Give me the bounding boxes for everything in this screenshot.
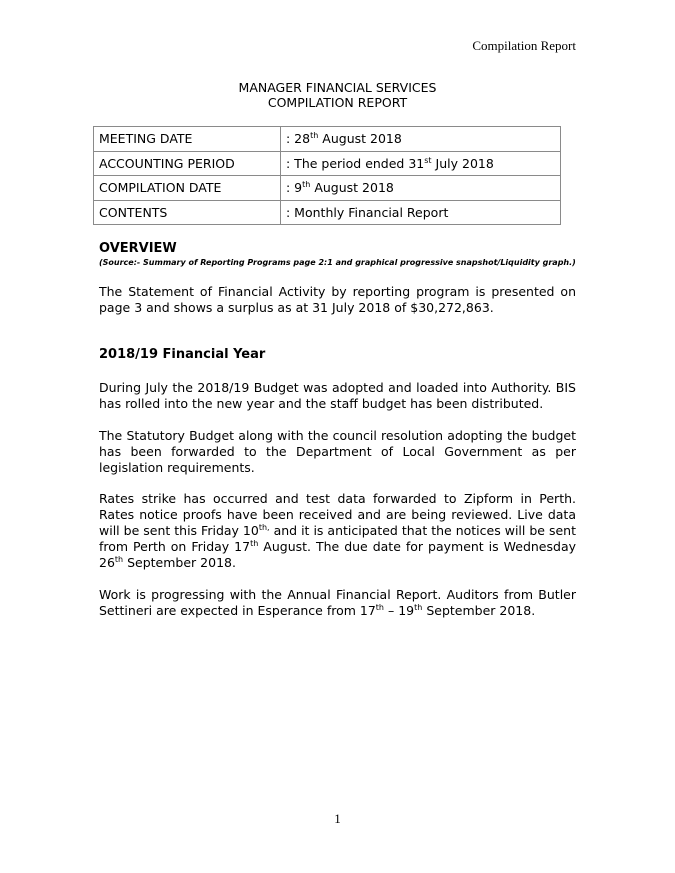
compilation-date-label: COMPILATION DATE [94, 176, 281, 201]
table-row [94, 127, 561, 152]
budget-paragraph: During July the 2018/19 Budget was adopted and loaded into Authority. BIS has rolled into the new year and the staff budget has been distributed. [99, 380, 576, 411]
running-header: Compilation Report [472, 38, 576, 53]
meeting-date-label: MEETING DATE [94, 127, 281, 152]
report-title [0, 80, 675, 110]
table-row [94, 200, 561, 225]
financial-year-heading: 2018/19 Financial Year [99, 347, 266, 362]
contents-label: CONTENTS [94, 200, 281, 225]
page-number: 1 [334, 811, 341, 826]
annual-report-paragraph: Work is progressing with the Annual Financial Report. Auditors from Butler Settineri are expected in Esperance from 17th – 19th September 2018. [99, 587, 576, 618]
compilation-date-value: : 9th August 2018 [281, 176, 561, 201]
overview-heading: OVERVIEW [99, 241, 177, 256]
report-title-line-2: COMPILATION REPORT [267, 95, 408, 110]
statutory-budget-paragraph: The Statutory Budget along with the council resolution adopting the budget has been forwarded to the Department of Local Government as per legislation requirements. [99, 428, 576, 475]
meeting-date-value: : 28th August 2018 [281, 127, 561, 152]
accounting-period-label: ACCOUNTING PERIOD [94, 151, 281, 176]
accounting-period-value: : The period ended 31st July 2018 [281, 151, 561, 176]
rates-paragraph: Rates strike has occurred and test data forwarded to Zipform in Perth. Rates notice proofs have been received and are being reviewed. Live data will be sent this Friday $10^{th,}$ and it is anticipated that the notices will be sent from Perth on Friday 17th August. The due date for payment is Wednesday 26th September 2018. [99, 491, 577, 570]
table-row [94, 176, 561, 201]
report-details-table [93, 126, 561, 225]
table-row [94, 151, 561, 176]
contents-value: : Monthly Financial Report [281, 200, 561, 225]
report-title-line-1: MANAGER FINANCIAL SERVICES [238, 80, 437, 95]
overview-paragraph: The Statement of Financial Activity by reporting program is presented on page 3 and shows a surplus as at 31 July 2018 of $30,272,863. [99, 284, 576, 315]
overview-source-note: (Source:- Summary of Reporting Programs page 2:1 and graphical progressive snapshot/Liquidity graph.) [99, 258, 576, 267]
